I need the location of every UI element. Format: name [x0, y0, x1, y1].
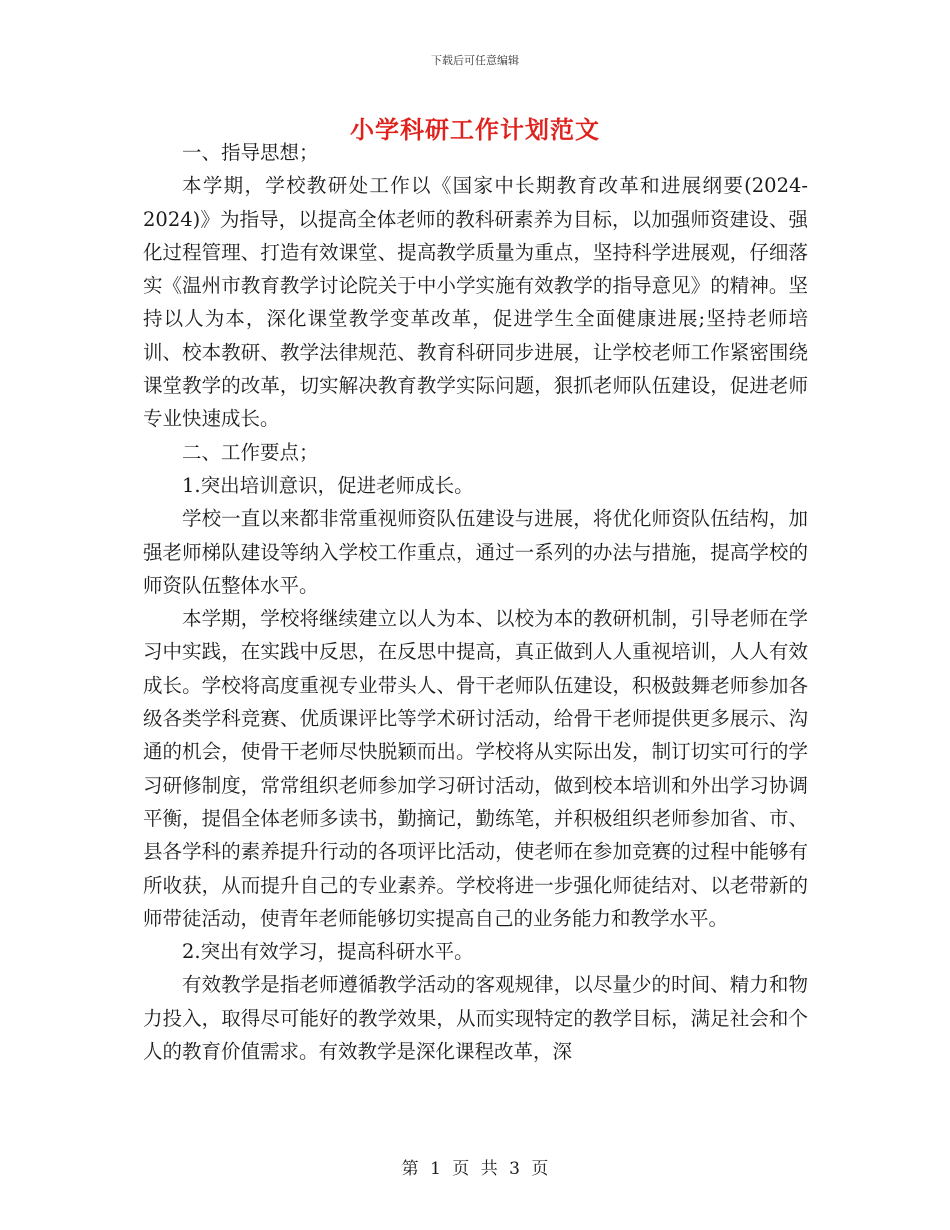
section-heading-guiding-ideology: 一、指导思想；	[182, 141, 319, 164]
subheading-training: 1.突出培训意识，促进老师成长。	[182, 473, 474, 497]
subheading-effective-learning: 2.突出有效学习，提高科研水平。	[182, 940, 474, 964]
paragraph-semester-overview: 本学期，学校教研处工作以《国家中长期教育改革和进展纲要(2024-2024)》为指导，以提高全体老师的教科研素养为目标，以加强师资建设、强化过程管理、打造有效课堂、提高教学质量为重点，坚持科学进展观，仔细落实《温州市教育教学讨论院关于中小学实施有效教学的指导意见》的精神。坚持以人为本，深化课堂教学变革改革，促进学生全面健康进展;坚持老师培训、校本教研、教学法律规范、教育科研同步进展，让学校老师工作紧密围绕课堂教学的改革，切实解决教育教学实际问题，狠抓老师队伍建设，促进老师专业快速成长。	[143, 174, 808, 431]
paragraph-effective-teaching: 有效教学是指老师遵循教学活动的客观规律，以尽量少的时间、精力和物力投入，取得尽可能好的教学效果，从而实现特定的教学目标，满足社会和个人的教育价值需求。有效教学是深化课程改革，深	[143, 973, 808, 1064]
document-body	[143, 136, 808, 1068]
paragraph-research-mechanism: 本学期，学校将继续建立以人为本、以校为本的教研机制，引导老师在学习中实践，在实践中反思，在反思中提高，真正做到人人重视培训，人人有效成长。学校将高度重视专业带头人、骨干老师队伍建设，积极鼓舞老师参加各级各类学科竞赛、优质课评比等学术研讨活动，给骨干老师提供更多展示、沟通的机会，使骨干老师尽快脱颖而出。学校将从实际出发，制订切实可行的学习研修制度，常常组织老师参加学习研讨活动，做到校本培训和外出学习协调平衡，提倡全体老师多读书，勤摘记，勤练笔，并积极组织老师参加省、市、县各学科的素养提升行动的各项评比活动，使老师在参加竞赛的过程中能够有所收获，从而提升自己的专业素养。学校将进一步强化师徒结对、以老带新的师带徒活动，使青年老师能够切实提高自己的业务能力和教学水平。	[143, 607, 808, 930]
page-number-footer: 第 1 页 共 3 页	[401, 1159, 549, 1179]
document-title: 小学科研工作计划范文	[350, 115, 600, 144]
page-header-note: 下载后可任意编辑	[431, 54, 519, 67]
paragraph-teacher-team: 学校一直以来都非常重视师资队伍建设与进展，将优化师资队伍结构，加强老师梯队建设等纳入学校工作重点，通过一系列的办法与措施，提高学校的师资队伍整体水平。	[143, 507, 808, 597]
section-heading-work-points: 二、工作要点；	[182, 440, 319, 464]
